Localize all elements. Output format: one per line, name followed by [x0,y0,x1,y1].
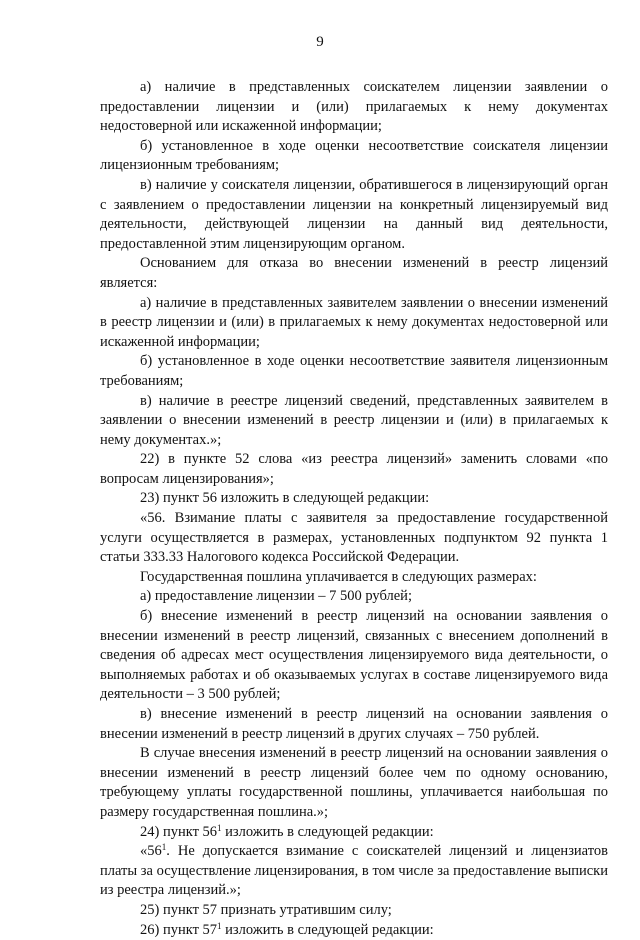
paragraph: а) наличие в представленных заявителем заявлении о внесении изменений в реестр лицензии и (или) в прилагаемых к нему документах недостоверной или искаженной информации; [100,294,608,350]
paragraph: в) внесение изменений в реестр лицензий на основании заявления о внесении изменений в реестр лицензий в других случаях – 750 рублей. [100,706,608,742]
paragraph: 23) пункт 56 изложить в следующей редакции: [140,490,430,507]
item-24-rest: изложить в следующей редакции: [221,823,434,840]
paragraph: а) предоставление лицензии – 7 500 рублей; [140,588,412,605]
paragraph: в) наличие у соискателя лицензии, обратившегося в лицензирующий орган с заявлением о предоставлении лицензии на конкретный лицензируемый вид деятельности, действующей лицензии на данный вид деятельности, предоставленной этим лицензирующим органом. [100,176,608,252]
paragraph: в) наличие в реестре лицензий сведений, представленных заявителем в заявлении о внесении изменений в реестр лицензии и (или) в прилагаемых к нему документах.»; [100,392,608,448]
paragraph-item-56-1 [100,842,608,901]
superscript: 1 [217,822,222,833]
paragraph-item-25: 25) пункт 57 признать утратившим силу; [140,901,392,918]
paragraph: В случае внесения изменений в реестр лицензий на основании заявления о внесении изменений в реестр лицензий более чем по одному основанию, требующему уплаты государственной пошлины, уплачивается наибольшая по размеру государственная пошлина.»; [100,745,608,820]
superscript: 1 [217,920,222,931]
page-number: 9 [316,34,324,50]
item-26-rest: изложить в следующей редакции: [221,921,434,938]
item-56-1-rest: . Не допускается взимание с соискателей лицензий и лицензиатов платы за осуществление лицензирования, в том числе за предоставление выписки из реестра лицензий.»; [100,843,608,899]
paragraph: б) внесение изменений в реестр лицензий на основании заявления о внесении изменений в реестр лицензий, связанных с внесением дополнений в сведения об адресах мест осуществления лицензируемого вида деятельности, о выполняемых работах и об оказываемых услугах в составе лицензируемого вида деятельности – 3 500 рублей; [100,608,608,703]
paragraph: б) установленное в ходе оценки несоответствие соискателя лицензии лицензионным требованиям; [100,137,608,174]
paragraph: Основанием для отказа во внесении изменений в реестр лицензий является: [100,255,608,291]
paragraph: а) наличие в представленных соискателем лицензии заявлении о предоставлении лицензии и (или) прилагаемых к нему документах недостоверной или искаженной информации; [100,79,608,135]
item-24-text: 24) пункт 56 [140,823,218,840]
paragraph: 22) в пункте 52 слова «из реестра лицензий» заменить словами «по вопросам лицензирования»; [100,451,608,487]
paragraph: б) установленное в ходе оценки несоответствие заявителя лицензионным требованиям; [100,353,608,389]
paragraph-item-26 [100,921,608,940]
document-body [100,78,608,940]
paragraph: Государственная пошлина уплачивается в следующих размерах: [140,568,537,585]
item-26-text: 26) пункт 57 [140,921,218,938]
superscript: 1 [161,842,167,853]
paragraph: «56. Взимание платы с заявителя за предоставление государственной услуги осуществляется в размерах, установленных подпунктом 92 пункта 1 статьи 333.33 Налогового кодекса Российской Федерации. [100,510,608,566]
paragraph-item-24 [100,823,608,843]
item-56-1-text: «56 [140,843,162,860]
